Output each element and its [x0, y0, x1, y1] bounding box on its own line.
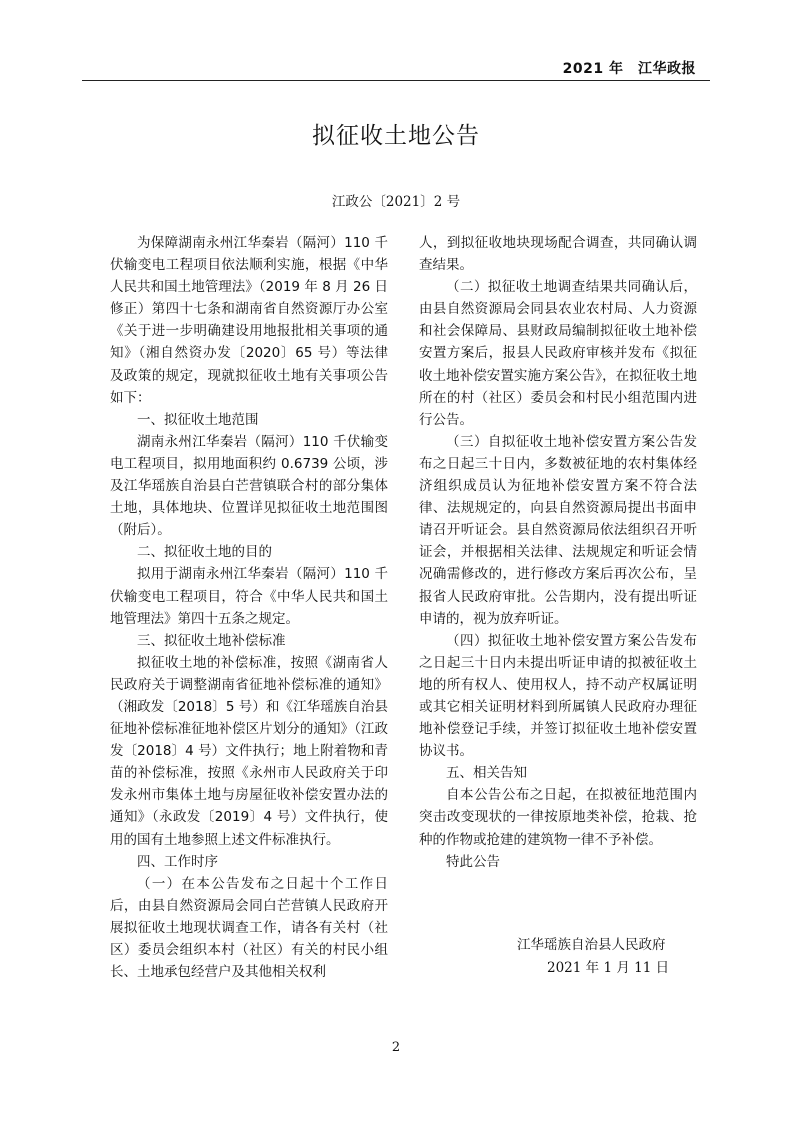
- section-heading-scope: 一、拟征收土地范围: [137, 411, 259, 428]
- document-number: 江政公〔2021〕2 号: [331, 194, 461, 210]
- header-divider: [82, 80, 710, 81]
- section-heading-schedule: 四、工作时序: [137, 853, 218, 870]
- schedule-item-2: （二）拟征收土地调查结果共同确认后，由县自然资源局会同县农业农村局、人力资源和社会保障局、县财政局编制拟征收土地补偿安置方案后，报县人民政府审核并发布《拟征收土地补偿安置实施方案公告》，在拟征收土地所在的村（社区）委员会和村民小组范围内进行公告。: [419, 279, 697, 428]
- scope-paragraph: 湖南永州江华秦岩（隔河）110 千伏输变电工程项目，拟用地面积约 0.6739 公顷，涉及江华瑶族自治县白芒营镇联合村的部分集体土地，具体地块、位置详见拟征收土地范围图（附后）。: [110, 433, 388, 539]
- page-title: 拟征收土地公告: [312, 123, 480, 149]
- issue-date: 2021 年 1 月 11 日: [547, 959, 670, 976]
- left-column: [110, 232, 388, 983]
- compensation-paragraph: 拟征收土地的补偿标准，按照《湖南省人民政府关于调整湖南省征地补偿标准的通知》（湘政发〔2018〕5 号）和《江华瑶族自治县征地补偿标准征地补偿区片划分的通知》（江政发〔2018〕4 号）文件执行；地上附着物和青苗的补偿标准，按照《永州市人民政府关于印发永州市集体土地与房屋征收补偿安置办法的通知》（永政发〔2019〕4 号）文件执行，使用的国有土地参照上述文件标准执行。: [110, 654, 388, 848]
- intro-paragraph: 为保障湖南永州江华秦岩（隔河）110 千伏输变电工程项目依法顺利实施，根据《中华人民共和国土地管理法》（2019 年 8 月 26 日修正）第四十七条和湖南省自然资源厅办公室《关于进一步明确建设用地报批相关事项的通知》（湘自然资办发〔2020〕65 号）等法律及政策的规定，现就拟征收土地有关事项公告如下：: [110, 235, 388, 406]
- schedule-item-1: （一）在本公告发布之日起十个工作日后，由县自然资源局会同白芒营镇人民政府开展拟征收土地现状调查工作，请各有关村（社区）委员会组织本村（社区）有关的村民小组长、土地承包经营户及其他相关权利: [110, 875, 388, 981]
- purpose-paragraph: 拟用于湖南永州江华秦岩（隔河）110 千伏输变电工程项目，符合《中华人民共和国土地管理法》第四十五条之规定。: [110, 566, 388, 627]
- section-heading-purpose: 二、拟征收土地的目的: [137, 544, 272, 561]
- schedule-item-3: （三）自拟征收土地补偿安置方案公告发布之日起三十日内，多数被征地的农村集体经济组织成员认为征地补偿安置方案不符合法律、法规规定的，向县自然资源局提出书面申请召开听证会。县自然资源局依法组织召开听证会，并根据相关法律、法规规定和听证会情况确需修改的，进行修改方案后再次公布，呈报省人民政府审批。公告期内，没有提出听证申请的，视为放弃听证。: [419, 433, 697, 627]
- notice-paragraph: 自本公告公布之日起，在拟被征地范围内突击改变现状的一律按原地类补偿，抢栽、抢种的作物或抢建的建筑物一律不予补偿。: [419, 787, 697, 848]
- page-number: 2: [391, 1040, 401, 1055]
- issuing-organization: 江华瑶族自治县人民政府: [517, 937, 666, 953]
- section-heading-compensation: 三、拟征收土地补偿标准: [137, 632, 286, 649]
- journal-header: 2021 年 江华政报: [562, 61, 696, 77]
- schedule-item-1-continued: 人，到拟征收地块现场配合调查，共同确认调查结果。: [419, 235, 697, 274]
- signature-block: [517, 934, 669, 979]
- schedule-item-4: （四）拟征收土地补偿安置方案公告发布之日起三十日内未提出听证申请的拟被征收土地的所有权人、使用权人，持不动产权属证明或其它相关证明材料到所属镇人民政府办理征地补偿登记手续，并签订拟征收土地补偿安置协议书。: [419, 632, 697, 760]
- closing-phrase: 特此公告: [446, 853, 500, 870]
- right-column: [419, 232, 697, 873]
- section-heading-notice: 五、相关告知: [446, 765, 527, 782]
